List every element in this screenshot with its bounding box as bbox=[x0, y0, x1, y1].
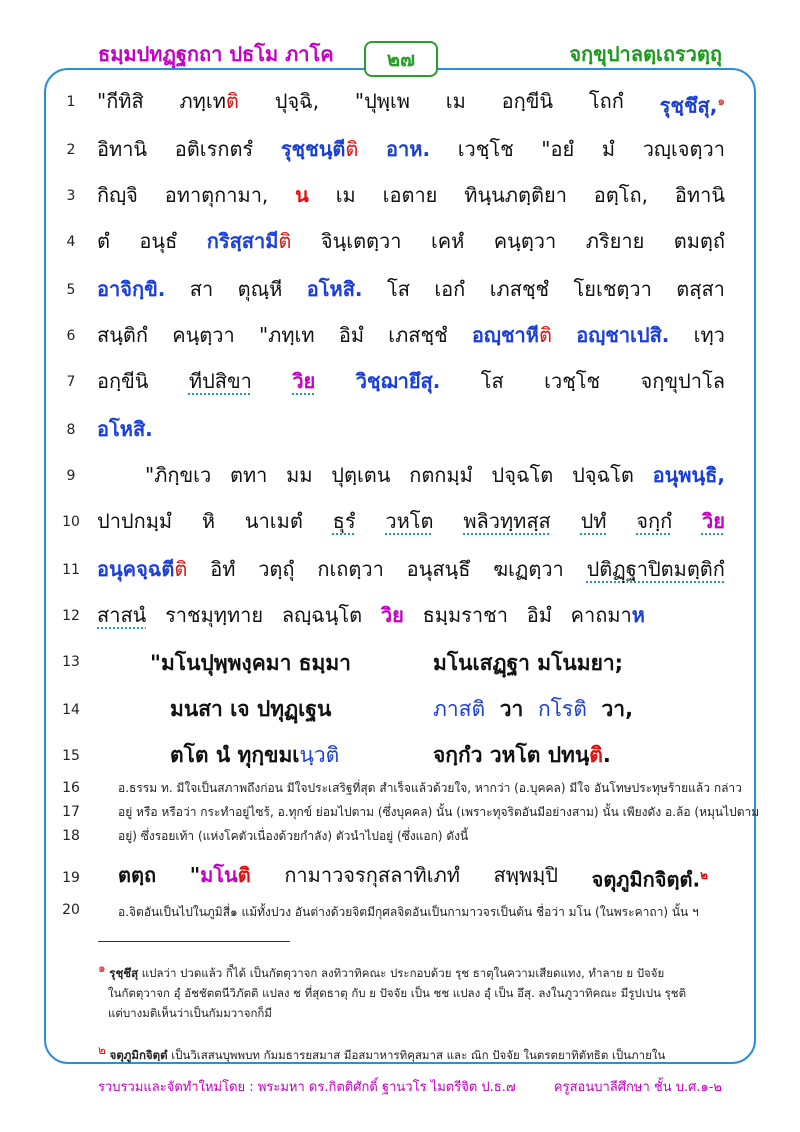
line-number: 13 bbox=[62, 654, 80, 670]
text-line-3: กิญฺจิ อทาตุกามา, น เม เอตาย ทินฺนภตฺติยา อตฺโถ, อิทานิ bbox=[97, 183, 725, 207]
line-number: 20 bbox=[62, 902, 80, 918]
translation-line-18: อยู่) ซึ่งรอยเท้า (แห่งโคตัวเนื่องด้วยกำลัง) ตัวนำไปอยู่ (ซึ่งแอก) ดังนี้ bbox=[118, 829, 469, 843]
text-line-4: ตํ อนุธํ กริสฺสามีติ จินฺเตตฺวา เคหํ คนฺตฺวา ภริยาย ตมตฺถํ bbox=[97, 229, 725, 253]
text-line-10: ปาปกมฺมํ หิ นาเมตํ ธุรํ วหโต พลิวทฺทสฺส ปทํ จกฺกํ วิย bbox=[97, 509, 725, 533]
text-line-12: สาสนํ ราชมุทฺทาย ลญฺฉนฺโต วิย ธมฺมราชา อิมํ คาถมาห bbox=[97, 603, 645, 627]
footnote-1: $^๑$ รุชฺชึสุ แปลว่า ปวดแล้ว กิ็ได้ เป็นกัตตุวาจก ลงทิวาทิคณะ ประกอบด้วย รุช ธาตุในความเสียดแทง, ทำลาย ย ปัจจัย ในกัตตุวาจก อุํ อัชชัตตนีวิภัตติ แปลง ช ที่สุดธาตุ กับ ย ปัจจัย เป็น ชช แปลง อุํ เป็น อึสุ. ลงในภูวาทิคณะ มีรูปเปน รุชติ แต่บางมติเห็นว่าเป็นกัมมวาจกก็มี bbox=[98, 961, 687, 1020]
text-line-9: "ภิกฺขเว ตทา มม ปุตฺเตน กตกมฺมํ ปจฺฉโต ปจฺฉโต อนุพนฺธิ, bbox=[145, 463, 725, 487]
line-number: 7 bbox=[66, 374, 76, 390]
line-number: 2 bbox=[66, 142, 76, 158]
footnote-marker-1: ๑ bbox=[717, 94, 725, 108]
line-number: 5 bbox=[66, 282, 76, 298]
line-number: 18 bbox=[62, 828, 80, 844]
line-number: 15 bbox=[62, 748, 80, 764]
line-number: 12 bbox=[62, 608, 80, 624]
line-number: 17 bbox=[62, 804, 80, 820]
header-left-title: ธมฺมปทฏฺฐกถา ปธโม ภาโค bbox=[98, 42, 334, 66]
text-line-6: สนฺติกํ คนฺตฺวา "ภทฺเท อิมํ เภสชฺชํ อญฺชาหีติ อญฺชาเปสิ. เทฺว bbox=[97, 323, 725, 347]
footer-right: ครูสอนบาลีศึกษา ชั้น บ.ศ.๑-๒ bbox=[553, 1080, 722, 1095]
footnote-2: $^๒$ จตุภูมิกจิตฺตํ เป็นวิเสสนบุพพบท กัมมธารยสมาส มีอสมาหารทิคุสมาส และ ณิก ปัจจัย ในตรตยาทิตัทธิต เป็นภายใน bbox=[98, 1043, 666, 1062]
verse-line-1b: มโนเสฏฺฐา มโนมยา; bbox=[433, 651, 624, 675]
text-line-7: อกฺขีนิ ทีปสิขา วิย วิชฺฌายึสุ. โส เวชฺโช จกฺขุปาโล bbox=[97, 369, 725, 393]
line-number: 1 bbox=[66, 94, 76, 110]
line-number: 10 bbox=[62, 514, 80, 530]
line-number: 11 bbox=[62, 562, 80, 578]
line-number: 8 bbox=[66, 422, 76, 438]
line-number: 14 bbox=[62, 702, 80, 718]
header-right-title: จกฺขุปาลตฺเถรวตฺถุ bbox=[569, 42, 722, 66]
text-line-19: ตตฺถ "มโนติ กามาวจรกุสลาทิเภทํ สพฺพมฺปิ จตุภูมิกจิตฺตํ.$^๒$ bbox=[118, 863, 708, 892]
verse-line-3a: ตโต นํ ทุกฺขมเนฺวติ bbox=[170, 743, 340, 767]
line-number: 19 bbox=[62, 870, 80, 886]
text-line-11: อนุคจฺฉตีติ อิทํ วตฺถุํ กเถตฺวา อนุสนฺธึ ฆเฏตฺวา ปติฏฺฐาปิตมตฺติกํ bbox=[97, 557, 725, 581]
text-line-5: อาจิกฺขิ. สา ตุณฺหี อโหสิ. โส เอกํ เภสชฺชํ โยเชตฺวา ตสฺสา bbox=[97, 277, 725, 301]
line-number: 16 bbox=[62, 780, 80, 796]
translation-line-20: อ.จิตอันเป็นไปในภูมิสี่๑ แม้ทั้งปวง อันต่างด้วยจิตมีกุศลจิตอันเป็นกามาวจรเป็นต้น ชื่อว่า มโน (ในพระคาถา) นั้น ฯ bbox=[118, 905, 699, 919]
verse-line-2b: ภาสติ วา กโรติ วา, bbox=[433, 697, 634, 721]
verse-line-1a: "มโนปุพฺพงฺคมา ธมฺมา bbox=[150, 651, 351, 675]
footnote-term-1: รุชฺชึสุ, bbox=[659, 93, 718, 118]
verse-line-2a: มนสา เจ ปทุฏฺเฐน bbox=[170, 697, 332, 721]
line-number: 4 bbox=[66, 234, 76, 250]
footnote-separator bbox=[98, 941, 290, 942]
text-line-2: อิทานิ อติเรกตรํ รุชฺชนฺตีติ อาห. เวชฺโช "อยํ มํ วญฺเจตฺวา bbox=[97, 137, 725, 161]
page-number: ๒๗ bbox=[364, 41, 438, 77]
line-number: 3 bbox=[66, 188, 76, 204]
line-number: 9 bbox=[66, 468, 76, 484]
translation-line-17: อยู่ หรือ หรือว่า กระทำอยู่ไซร้, อ.ทุกข์ ย่อมไปตาม (ซึ่งบุคคล) นั้น (เพราะทุจริตอันมีอย่างสาม) นั้น เพียงดัง อ.ล้อ (หมุนไปตาม bbox=[118, 805, 760, 819]
text-line-1: "กีทิสิ ภทฺเทติ ปุจฺฉิ, "ปุพฺเพ เม อกฺขีนิ โถกํ รุชฺชึสุ,$^๑$ bbox=[97, 89, 725, 118]
footer-left: รวบรวมและจัดทำใหม่โดย : พระมหา ดร.กิตติศักดิ์ ฐานวโร ไมตรีจิต ป.ธ.๗ bbox=[98, 1080, 516, 1095]
footnote-marker-2: ๒ bbox=[700, 868, 708, 882]
text-line-8: อโหสิ. bbox=[97, 417, 153, 441]
translation-line-16: อ.ธรรม ท. มีใจเป็นสภาพถึงก่อน มีใจประเสริฐที่สุด สำเร็จแล้วด้วยใจ, หากว่า (อ.บุคคล) มีใจ อันโทษประทุษร้ายแล้ว กล่าว bbox=[118, 781, 742, 795]
line-number: 6 bbox=[66, 328, 76, 344]
verse-line-3b: จกฺกํว วหโต ปทนฺติ. bbox=[433, 743, 611, 767]
